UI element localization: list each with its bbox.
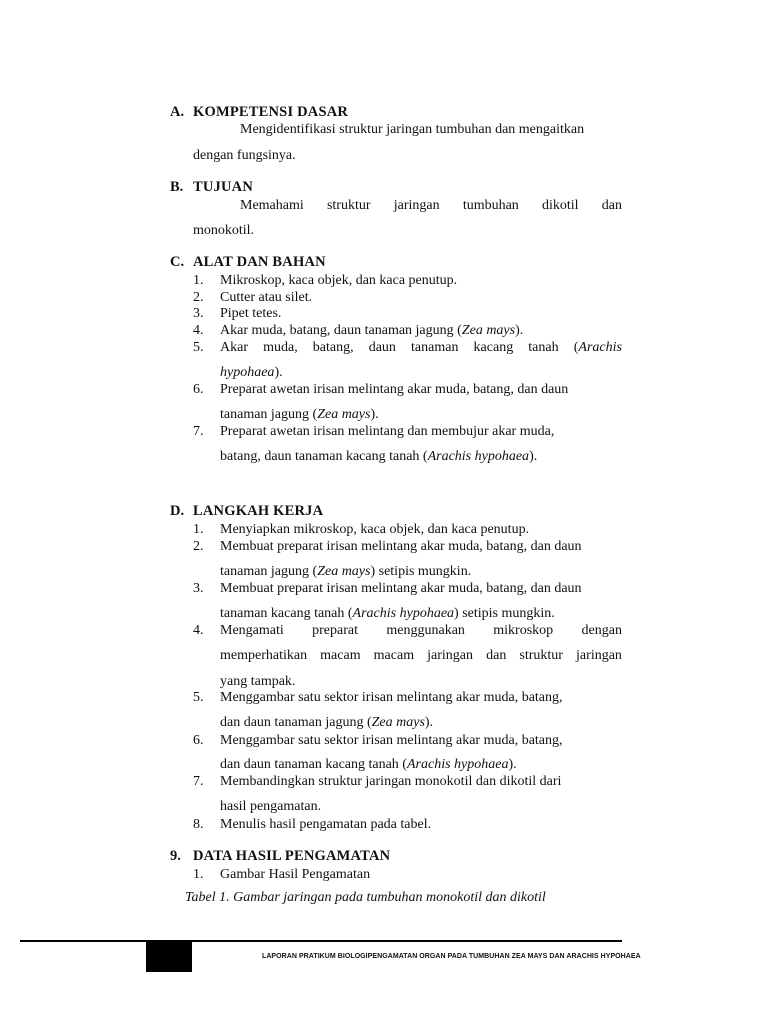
text-word: menggunakan [386, 623, 465, 638]
list-item-text: Membuat preparat irisan melintang akar muda, batang, dan daun [220, 581, 582, 596]
list-item-number: 3. [193, 581, 204, 596]
list-item-text: Menyiapkan mikroskop, kaca objek, dan kaca penutup. [220, 522, 530, 537]
list-item-text: Menggambar satu sektor irisan melintang akar muda, batang, [220, 733, 563, 748]
list-item-text: Menggambar satu sektor irisan melintang akar muda, batang, [220, 690, 563, 705]
text-word [574, 339, 622, 356]
section-b-word: jaringan [393, 198, 440, 213]
footer-page-box [146, 942, 192, 972]
section-a-letter: A. [170, 104, 185, 120]
list-item-text-cont [220, 756, 517, 773]
text-segment: ) setipis mungkin. [454, 606, 555, 621]
species-name: Zea mays [461, 323, 516, 338]
section-b-letter: B. [170, 179, 184, 195]
list-item-text-cont [220, 605, 555, 622]
text-segment: ). [424, 715, 434, 730]
text-segment: ). [529, 449, 538, 464]
list-item-number: 7. [193, 424, 204, 439]
species-name: Arachis [578, 340, 622, 355]
list-item-text: Preparat awetan irisan melintang akar muda, batang, dan daun [220, 382, 569, 397]
list-item-text [220, 622, 622, 639]
text-segment: batang, daun tanaman kacang tanah ( [220, 449, 428, 464]
text-segment: dan daun tanaman kacang tanah ( [220, 757, 407, 772]
text-segment: ) setipis mungkin. [370, 564, 472, 579]
list-item-text: Gambar Hasil Pengamatan [220, 867, 371, 882]
text-word: jaringan [427, 648, 474, 663]
text-word: batang, [312, 340, 354, 355]
text-word: jaringan [576, 648, 622, 663]
section-b-para-line1 [240, 197, 622, 214]
list-item-text-cont [220, 714, 433, 731]
text-segment: ( [573, 340, 579, 355]
list-item-text-cont [220, 406, 379, 423]
list-item-number: 8. [193, 817, 204, 832]
species-name: Zea mays [317, 407, 371, 422]
text-segment: tanaman kacang tanah ( [220, 606, 353, 621]
list-item-number: 4. [193, 323, 204, 338]
list-item-text-cont [220, 647, 622, 664]
text-word: muda, [263, 340, 298, 355]
text-segment: ). [370, 407, 379, 422]
text-word: Akar [220, 340, 248, 355]
section-b-title: TUJUAN [193, 179, 254, 195]
text-word: Mengamati [220, 623, 284, 638]
list-item-number: 5. [193, 340, 204, 355]
list-item-text: Preparat awetan irisan melintang dan membujur akar muda, [220, 424, 555, 439]
list-item-number: 2. [193, 539, 204, 554]
species-name: Arachis hypohaea [352, 606, 455, 621]
text-segment: tanaman jagung ( [220, 407, 318, 422]
species-name: Arachis hypohaea [406, 757, 509, 772]
text-word: mikroskop [493, 623, 554, 638]
section-c-letter: C. [170, 254, 185, 270]
footer-running-title: LAPORAN PRATIKUM BIOLOGIPENGAMATAN ORGAN PADA TUMBUHAN ZEA MAYS DAN ARACHIS HYPOHAEA [262, 953, 641, 960]
section-c-title: ALAT DAN BAHAN [193, 254, 326, 270]
section-b-word: dikotil [542, 198, 579, 213]
text-segment: ). [508, 757, 517, 772]
text-word: macam [373, 648, 415, 663]
list-item-text: Menulis hasil pengamatan pada tabel. [220, 817, 432, 832]
text-segment: ). [274, 365, 283, 380]
section-d-letter: D. [170, 503, 185, 519]
list-item-number: 1. [193, 867, 204, 882]
species-name: hypohaea [220, 365, 275, 380]
list-item-number: 1. [193, 273, 204, 288]
list-item-number: 7. [193, 774, 204, 789]
list-item-text: Membuat preparat irisan melintang akar muda, batang, dan daun [220, 539, 582, 554]
list-item-number: 6. [193, 733, 204, 748]
section-b-word: tumbuhan [462, 198, 519, 213]
text-word: dengan [581, 623, 622, 638]
section-b-word: struktur [326, 198, 371, 213]
section-b-word: Memahami [240, 198, 304, 213]
list-item-number: 5. [193, 690, 204, 705]
text-word: memperhatikan [220, 648, 308, 663]
text-segment: Akar muda, batang, daun tanaman jagung ( [220, 323, 462, 338]
section-e-number: 9. [170, 848, 181, 864]
species-name: Zea mays [317, 564, 371, 579]
list-item-number: 3. [193, 306, 204, 321]
list-item-text [220, 322, 523, 339]
section-d-title: LANGKAH KERJA [193, 503, 324, 519]
list-item-number: 4. [193, 623, 204, 638]
list-item-text [220, 339, 622, 356]
text-word: kacang [473, 340, 514, 355]
text-word: dan [486, 648, 507, 663]
text-word: struktur [519, 648, 563, 663]
text-word: tanah [528, 340, 559, 355]
text-segment: dan daun tanaman jagung ( [220, 715, 372, 730]
section-a-para-line2: dengan fungsinya. [193, 148, 296, 163]
list-item-text-cont [220, 448, 537, 465]
section-a-title: KOMPETENSI DASAR [193, 104, 349, 120]
list-item-number: 1. [193, 522, 204, 537]
list-item-number: 2. [193, 290, 204, 305]
list-item-text: Mikroskop, kaca objek, dan kaca penutup. [220, 273, 458, 288]
section-b-para-line2: monokotil. [193, 223, 255, 238]
section-b-word: dan [601, 198, 622, 213]
list-item-text-cont [220, 563, 471, 580]
footer-rule [20, 940, 622, 942]
text-segment: ). [515, 323, 524, 338]
list-item-text-cont [220, 364, 283, 381]
text-word: macam [320, 648, 361, 663]
species-name: Zea mays [371, 715, 425, 730]
section-a-para-line1: Mengidentifikasi struktur jaringan tumbuhan dan mengaitkan [240, 122, 585, 137]
list-item-text: Pipet tetes. [220, 306, 282, 321]
text-segment: tanaman jagung ( [220, 564, 318, 579]
text-word: tanaman [411, 340, 459, 355]
list-item-text: Cutter atau silet. [220, 290, 313, 305]
list-item-number: 6. [193, 382, 204, 397]
text-word: preparat [312, 623, 358, 638]
list-item-text: Membandingkan struktur jaringan monokotil dan dikotil dari [220, 774, 562, 789]
section-e-title: DATA HASIL PENGAMATAN [193, 848, 391, 864]
species-name: Arachis hypohaea [427, 449, 530, 464]
list-item-text-cont: hasil pengamatan. [220, 799, 322, 814]
list-item-text-cont: yang tampak. [220, 674, 296, 689]
text-word: daun [368, 340, 396, 355]
table-caption: Tabel 1. Gambar jaringan pada tumbuhan monokotil dan dikotil [185, 890, 546, 905]
